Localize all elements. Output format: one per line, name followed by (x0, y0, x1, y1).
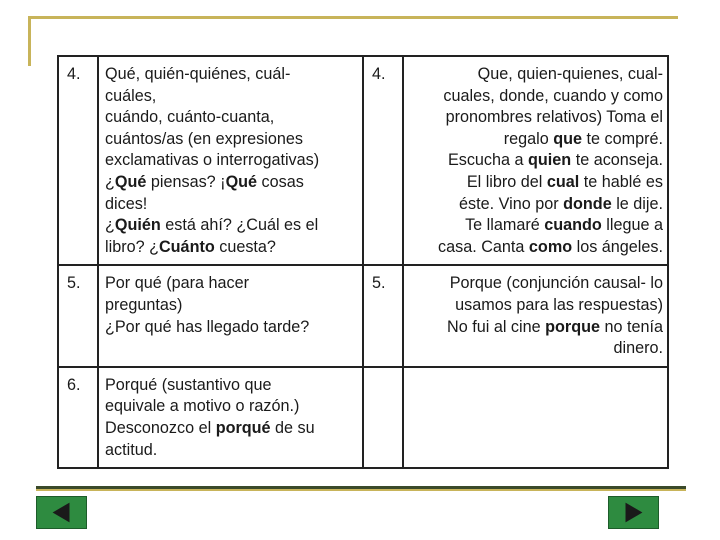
row-number-left: 5. (58, 265, 98, 366)
text-segment: Te llamaré (465, 216, 545, 235)
text-segment: llegue a (601, 216, 663, 235)
text-segment: te hablé es (579, 172, 663, 191)
text-segment: Escucha a (447, 151, 529, 170)
text-segment: usamos para las respuestas) (455, 295, 663, 314)
text-segment: Porqué (sustantivo que (105, 375, 272, 394)
cell-right (403, 265, 668, 366)
text-line (410, 215, 663, 237)
text-segment: pronombres relativos) Toma el (445, 108, 663, 127)
bold-word: como (528, 237, 573, 256)
text-segment: Que, quien-quienes, cual- (477, 65, 663, 83)
text-line (105, 375, 358, 397)
table-row (58, 367, 668, 468)
text-line (105, 107, 358, 129)
text-segment: ¿ (105, 172, 115, 191)
text-segment: piensas? ¡ (146, 172, 226, 191)
cell-right (403, 367, 668, 468)
cell-left (98, 367, 363, 468)
text-line (105, 64, 358, 86)
text-segment: Por qué (para hacer (105, 274, 249, 293)
text-segment: cuáles, (105, 86, 157, 105)
text-line (105, 273, 358, 295)
text-segment: libro? ¿ (105, 237, 159, 256)
row-number-right: 5. (363, 265, 403, 366)
text-line (410, 172, 663, 194)
text-line (410, 237, 663, 259)
text-segment: casa. Canta (438, 237, 529, 256)
text-segment: te aconseja. (571, 151, 663, 170)
text-segment: los ángeles. (572, 237, 663, 256)
bold-word: Quién (114, 216, 161, 235)
text-segment: cuales, donde, cuando y como (443, 86, 663, 105)
text-segment: ¿Por qué has llegado tarde? (105, 317, 310, 336)
text-line (105, 129, 358, 151)
text-segment: éste. Vino por (459, 194, 564, 213)
text-line (105, 172, 358, 194)
text-line (410, 295, 663, 317)
text-segment: actitud. (105, 440, 158, 459)
text-segment: cosas (257, 172, 304, 191)
text-segment: de su (270, 418, 315, 437)
bold-word: donde (563, 194, 612, 213)
text-segment: está ahí? ¿Cuál es el (160, 216, 319, 235)
text-segment: equivale a motivo o razón.) (105, 397, 300, 416)
text-line (410, 194, 663, 216)
text-line (105, 215, 358, 237)
text-segment: dinero. (613, 339, 663, 358)
row-number-left: 4. (58, 56, 98, 265)
text-segment: ¿ (105, 216, 115, 235)
bold-word: Qué (114, 172, 147, 191)
content-table (57, 55, 669, 469)
text-line (410, 273, 663, 295)
text-segment: exclamativas o interrogativas) (105, 151, 320, 170)
text-line (410, 317, 663, 339)
text-line (105, 194, 358, 216)
bold-word: porqué (215, 418, 271, 437)
top-frame-line (28, 16, 678, 19)
cell-left (98, 265, 363, 366)
previous-slide-button[interactable] (36, 496, 87, 529)
text-line (105, 317, 358, 339)
row-number-left: 6. (58, 367, 98, 468)
text-line (105, 418, 358, 440)
text-line (410, 107, 663, 129)
text-line (410, 86, 663, 108)
text-segment: El libro del (466, 172, 547, 191)
text-segment: no tenía (599, 317, 663, 336)
cell-right (403, 56, 668, 265)
next-slide-button[interactable] (608, 496, 659, 529)
text-segment: cuándo, cuánto-cuanta, (105, 108, 275, 127)
bold-word: que (553, 129, 583, 148)
text-segment: No fui al cine (447, 317, 546, 336)
text-segment: Porque (conjunción causal- lo (449, 274, 663, 293)
text-segment: Qué, quién-quiénes, cuál- (105, 65, 291, 83)
text-line (410, 129, 663, 151)
row-number-right: 4. (363, 56, 403, 265)
text-segment: preguntas) (105, 295, 183, 314)
bold-word: Qué (225, 172, 258, 191)
text-segment: regalo (503, 129, 554, 148)
text-line (105, 237, 358, 259)
text-line (410, 338, 663, 360)
text-line (410, 64, 663, 86)
text-line (105, 396, 358, 418)
text-segment: cuántos/as (en expresiones (105, 129, 303, 148)
bold-word: porque (545, 317, 600, 336)
bold-word: Cuánto (158, 237, 215, 256)
bold-word: cual (546, 172, 580, 191)
text-segment: Desconozco el (105, 418, 216, 437)
triangle-right-icon (609, 497, 658, 528)
text-line (410, 150, 663, 172)
bottom-divider-accent (36, 489, 686, 491)
text-line (105, 295, 358, 317)
bold-word: cuando (544, 216, 602, 235)
row-number-right (363, 367, 403, 468)
cell-left (98, 56, 363, 265)
table-row (58, 265, 668, 366)
text-line (105, 150, 358, 172)
text-segment: te compré. (582, 129, 663, 148)
text-line (105, 440, 358, 462)
table-row (58, 56, 668, 265)
text-segment: cuesta? (214, 237, 276, 256)
bold-word: quien (528, 151, 572, 170)
text-line (105, 86, 358, 108)
triangle-left-icon (37, 497, 86, 528)
text-segment: dices! (105, 194, 148, 213)
left-frame-line (28, 16, 31, 66)
text-segment: le dije. (611, 194, 663, 213)
